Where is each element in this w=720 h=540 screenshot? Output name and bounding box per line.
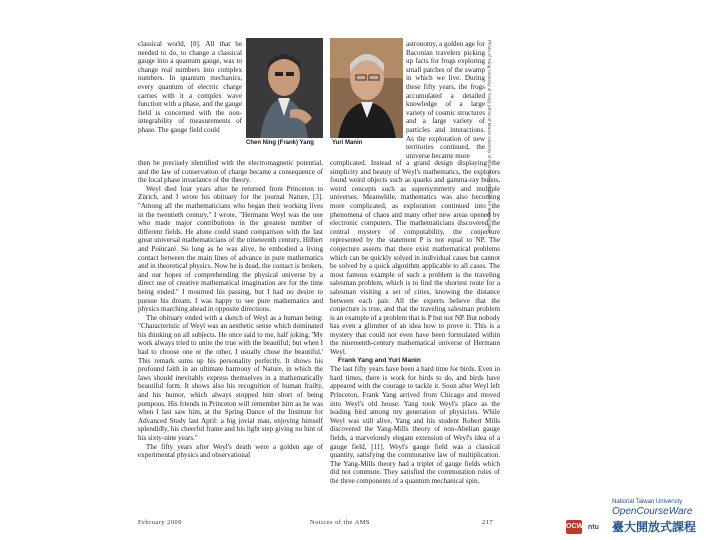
text-column-right-top xyxy=(406,40,485,160)
paragraph: The last fifty years have been a hard time for birds. Even in hard times, there is work for birds to do, and birds have appeared with the courage to tackle it. Soon after Weyl left Princeton, Frank Yang arrived from Chicago and moved into Weyl's old house. Yang took Weyl's place as the leading bird among my generation of physicists. While Weyl was still alive, Yang and his student Robert Mills discovered the Yang-Mills theory of non-Abelian gauge fields, a marvelously elegant extension of Weyl's idea of a gauge field, [11]. Weyl's gauge field was a classical quantity, satisfying the commutative law of multiplication. The Yang-Mills theory had a triplet of gauge fields which did not commute. They satisfied the commutation rules of the three components of a quantum mechanical spin, xyxy=(330,365,500,485)
paragraph: The fifty years after Weyl's death were a golden age of experimental physics and observational xyxy=(138,442,323,460)
logo-ntu-text: ntu xyxy=(588,524,599,531)
paragraph: classical world, [8]. All that he needed to do, to change a classical gauge into a quantum gauge, was to change real numbers into complex numbers. In quantum mechanics, every quantum of electric charge carries with it a complex wave function with a phase, and the gauge field is concerned with the non-integrability of measurements of phase. The gauge field could xyxy=(138,40,242,134)
paragraph: Weyl died four years after he returned from Princeton to Zürich, and I wrote his obituary for the journal Nature, [3]. "Among all the mathematicians who began their working lives in the twentieth century," I wrote, "Hermann Weyl was the one who made major contributions in the greatest number of different fields. He alone could stand comparison with the last great universal mathematicians of the nineteenth century, Hilbert and Poincaré. So long as he was alive, he embodied a living contact between the main lines of advance in pure mathematics and in theoretical physics. Now he is dead, the contact is broken, and our hopes of comprehending the physical universe by a direct use of creative mathematical imagination are for the time being ended." I mourned his passing, but I had no desire to pursue his dream. I was happy to see pure mathematics and physics marching ahead in opposite directions. xyxy=(138,184,323,314)
logo-university-name: National Taiwan University xyxy=(612,499,683,505)
logo-chinese-name: 臺大開放式課程 xyxy=(612,520,697,534)
paragraph: The obituary ended with a sketch of Weyl as a human being: "Characteristic of Weyl was an aesthetic sense which dominated his thinking on all subjects. He once said to me, half joking, 'My work always tried to unite the true with the beautiful; but when I had to choose one or the other, I usually chose the beautiful.' This remark sums up his personality perfectly. It shows his profound faith in an ultimate harmony of Nature, in which the laws should inevitably express themselves in a mathematically beautiful form. It shows also his recognition of human frailty, and his humor, which always stopped him short of being pompous. His friends in Princeton will remember him as he was when I last saw him, at the Spring Dance of the Institute for Advanced Study last April: a big jovial man, enjoying himself splendidly, his cheerful frame and his light step giving no hint of his sixty-nine years." xyxy=(138,313,323,442)
text-column-left xyxy=(138,159,323,460)
footer-page-number: 217 xyxy=(482,519,494,526)
logo-opencourseware: OpenCourseWare xyxy=(612,506,693,517)
photo-credit-text: Photo of Yang courtesy of Yang; photo of Manin courtesy of Max Planck Institute for Mathematics xyxy=(487,40,492,234)
footer-journal: Notices of the AMS xyxy=(310,519,370,526)
photo-chen-ning-yang xyxy=(246,38,323,138)
section-heading: Frank Yang and Yuri Manin xyxy=(338,356,421,364)
caption-manin: Yuri Manin xyxy=(332,140,363,146)
paragraph: complicated. Instead of a grand design displaying the simplicity and beauty of Weyl's mathematics, the explorers found weird objects such as quarks and gamma-ray bursts, weird concepts such as supersymmetry and multiple universes. Meanwhile, mathematics was also becoming more complicated, as exploration continued into the phenomena of chaos and many other new areas opened by electronic computers. The mathematicians discovered the central mystery of computability, the conjecture represented by the statement P is not equal to NP. The conjecture asserts that there exist mathematical problems which can be quickly solved in individual cases but cannot be solved by a quick algorithm applicable to all cases. The most famous example of such a problem is the traveling salesman problem, which is to find the shortest route for a salesman visiting a set of cities, knowing the distance between each pair. All the experts believe that the conjecture is true, and that the traveling salesman problem is an example of a problem that is P but not NP. But nobody has even a glimmer of an idea how to prove it. This is a mystery that could not even have been formulated within the nineteenth-century mathematical universe of Hermann Weyl. xyxy=(330,159,500,357)
caption-yang: Chen Ning (Frank) Yang xyxy=(246,140,314,146)
ocw-mark: OCW xyxy=(566,520,582,534)
text-column-left-top xyxy=(138,40,242,135)
paragraph: astronomy, a golden age for Baconian travelers picking up facts for frogs exploring small patches of the swamp in which we live. During these fifty years, the frogs accumulated a detailed knowledge of a large variety of cosmic structures and a large variety of particles and interactions. As the exploration of new territories continued, the universe became more xyxy=(406,40,485,160)
text-column-right xyxy=(330,159,500,486)
ntu-opencourseware-logo xyxy=(566,498,716,538)
paragraph: then be precisely identified with the electromagnetic potential, and the law of conservation of charge became a consequence of the local phase invariance of the theory. xyxy=(138,159,323,185)
photo-yuri-manin xyxy=(330,38,403,138)
footer-date: February 2009 xyxy=(138,519,182,526)
